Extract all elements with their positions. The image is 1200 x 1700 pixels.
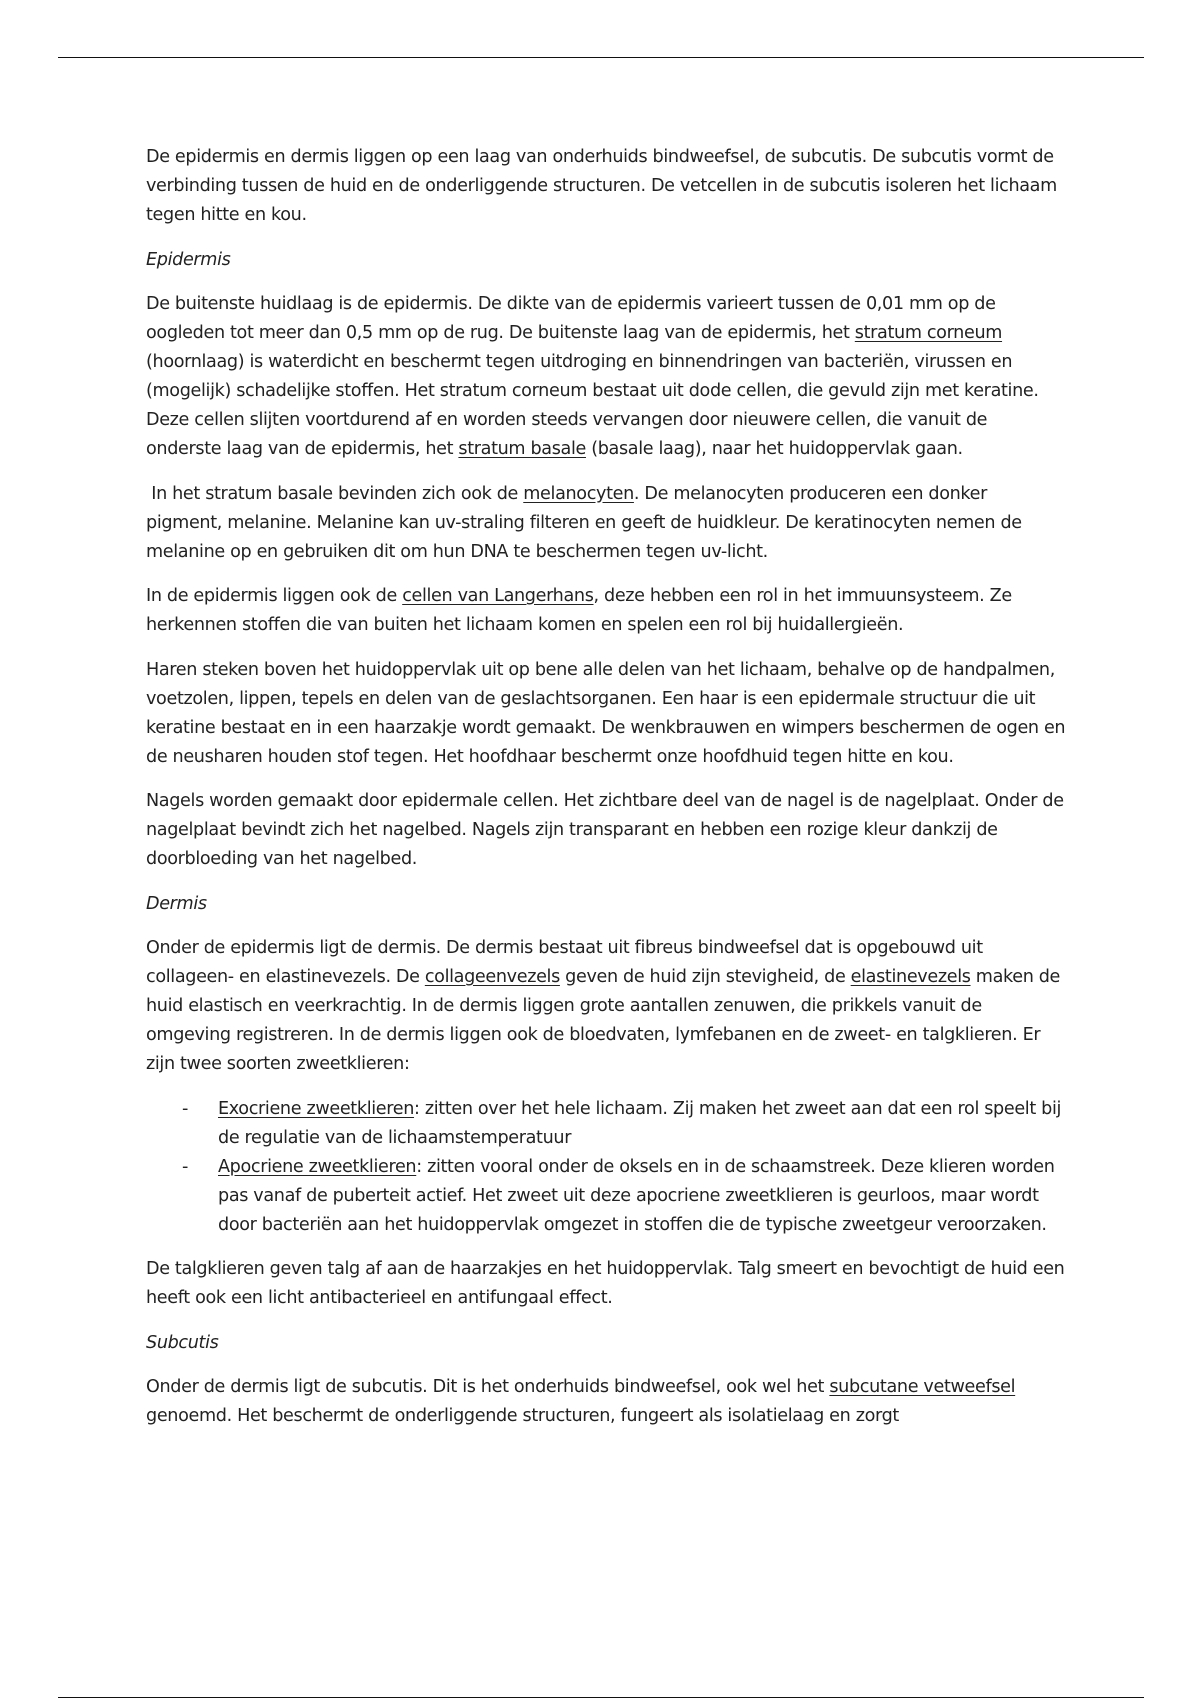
paragraph-langerhans: [146, 582, 1066, 640]
term-stratum-basale: stratum basale: [458, 439, 586, 459]
text-segment: In de epidermis liggen ook de: [146, 586, 403, 606]
sweat-gland-list: [146, 1095, 1066, 1240]
heading-subcutis: Subcutis: [146, 1332, 219, 1353]
text-segment: , deze hebben een rol in het immuunsysteem. Ze herkennen stoffen die van buiten het lichaam komen en spelen een rol bij huidallergieën.: [146, 586, 1012, 635]
list-item: [182, 1153, 1066, 1240]
heading-epidermis: Epidermis: [146, 249, 231, 270]
document-body: [146, 143, 1066, 1447]
paragraph-talgklieren: De talgklieren geven talg af aan de haarzakjes en het huidoppervlak. Talg smeert en bevochtigt de huid een heeft ook een licht antibacterieel en antifungaal effect.: [146, 1259, 1065, 1308]
term-apocriene-zweetklieren: Apocriene zweetklieren: [218, 1156, 417, 1177]
term-collageenvezels: collageenvezels: [424, 967, 560, 987]
list-dash: -: [182, 1098, 188, 1119]
paragraph-intro: De epidermis en dermis liggen op een laag van onderhuids bindweefsel, de subcutis. De subcutis vormt de verbinding tussen de huid en de onderliggende structuren. De vetcellen in de subcutis isoleren het lichaam tegen hitte en kou.: [146, 147, 1057, 225]
text-segment: Onder de dermis ligt de subcutis. Dit is het onderhuids bindweefsel, ook wel het: [146, 1377, 830, 1397]
text-segment: De buitenste huidlaag is de epidermis. De dikte van de epidermis varieert tussen de 0,01 mm op de oogleden tot meer dan 0,5 mm op de rug. De buitenste laag van de epidermis, het: [146, 294, 996, 343]
paragraph-nagels: Nagels worden gemaakt door epidermale cellen. Het zichtbare deel van de nagel is de nagelplaat. Onder de nagelplaat bevindt zich het nagelbed. Nagels zijn transparant en hebben een rozige kleur dankzij de doorbloeding van het nagelbed.: [146, 791, 1064, 869]
term-subcutane-vetweefsel: subcutane vetweefsel: [829, 1377, 1016, 1397]
term-elastinevezels: elastinevezels: [850, 967, 971, 987]
paragraph-dermis: [146, 934, 1066, 1079]
text-segment: (hoornlaag) is waterdicht en beschermt tegen uitdroging en binnendringen van bacteriën, virussen en (mogelijk) schadelijke stoffen. Het stratum corneum bestaat uit dode cellen, die gevuld zijn met keratine. Deze cellen slijten voortdurend af en worden steeds vervangen door nieuwere cellen, die vanuit de onderste laag van de epidermis, het: [146, 352, 1039, 459]
text-segment: (basale laag), naar het huidoppervlak gaan.: [585, 439, 963, 459]
footer-rule: [58, 1697, 1144, 1698]
paragraph-haren: Haren steken boven het huidoppervlak uit op bene alle delen van het lichaam, behalve op de handpalmen, voetzolen, lippen, tepels en delen van de geslachtsorganen. Een haar is een epidermale structuur die uit keratine bestaat en in een haarzakje wordt gemaakt. De wenkbrauwen en wimpers beschermen de ogen en de neusharen houden stof tegen. Het hoofdhaar beschermt onze hoofdhuid tegen hitte en kou.: [146, 659, 1066, 767]
term-melanocyten: melanocyten: [523, 483, 634, 504]
term-stratum-corneum: stratum corneum: [854, 323, 1003, 343]
term-cellen-van-langerhans: cellen van Langerhans: [402, 586, 594, 606]
text-segment: genoemd. Het beschermt de onderliggende structuren, fungeert als isolatielaag en zorgt: [146, 1406, 899, 1426]
list-item-text: : zitten vooral onder de oksels en in de schaamstreek. Deze klieren worden pas vanaf de puberteit actief. Het zweet uit deze apocriene zweetklieren is geurloos, maar wordt door bacteriën aan het huidoppervlak omgezet in stoffen die de typische zweetgeur veroorzaken.: [218, 1156, 1055, 1235]
paragraph-subcutis: [146, 1373, 1066, 1431]
text-segment: maken de huid elastisch en veerkrachtig. In de dermis liggen grote aantallen zenuwen, die prikkels vanuit de omgeving registreren. In de dermis liggen ook de bloedvaten, lymfebanen en de zweet- en talgklieren. Er zijn twee soorten zweetklieren:: [146, 967, 1061, 1074]
paragraph-melanocyten: [146, 480, 1066, 567]
list-item: [182, 1095, 1066, 1153]
paragraph-epidermis-layers: [146, 290, 1066, 464]
text-segment: geven de huid zijn stevigheid, de: [559, 967, 851, 987]
text-segment: . De melanocyten produceren een donker pigment, melanine. Melanine kan uv-straling filteren en geeft de huidkleur. De keratinocyten nemen de melanine op en gebruiken dit om hun DNA te beschermen tegen uv-licht.: [146, 483, 1022, 562]
term-exocriene-zweetklieren: Exocriene zweetklieren: [218, 1098, 415, 1119]
text-segment: In het stratum basale bevinden zich ook de: [146, 483, 524, 504]
list-item-text: : zitten over het hele lichaam. Zij maken het zweet aan dat een rol speelt bij de regulatie van de lichaamstemperatuur: [218, 1098, 1062, 1148]
list-dash: -: [182, 1156, 188, 1177]
header-rule: [58, 57, 1144, 58]
text-segment: Onder de epidermis ligt de dermis. De dermis bestaat uit fibreus bindweefsel dat is opgebouwd uit collageen- en elastinevezels. De: [146, 938, 983, 987]
heading-dermis: Dermis: [146, 893, 207, 914]
